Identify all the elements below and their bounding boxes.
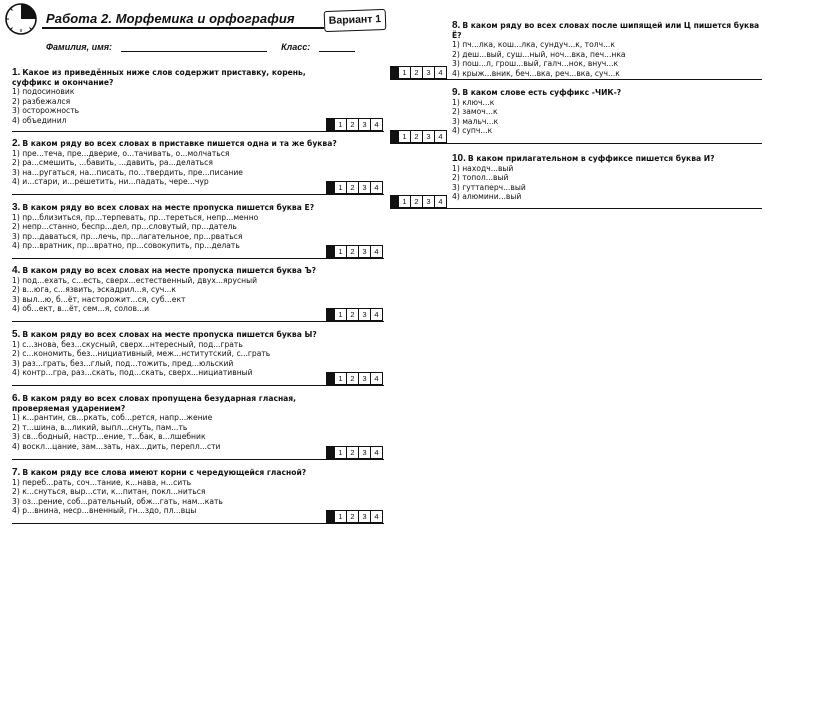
answer-box-2[interactable]: 2	[347, 447, 359, 458]
answer-option: 2) деш...вый, суш...ный, ноч...вка, печ...нка	[452, 49, 626, 59]
answer-option: 4) алюмини...вый	[452, 192, 522, 202]
answer-box-4[interactable]: 4	[374, 120, 379, 129]
answer-option: 3) пош...л, грош...вый, галч...нок, внуч...к	[452, 59, 619, 69]
question-2	[12, 139, 342, 187]
answer-box-2[interactable]: 2	[411, 131, 423, 142]
answer-boxes	[326, 446, 383, 459]
answer-box-2[interactable]: 2	[347, 309, 359, 320]
answer-box-2[interactable]: 2	[347, 246, 359, 257]
question-7	[12, 468, 342, 516]
question-number: 1.	[12, 67, 21, 78]
question-number: 6.	[12, 393, 21, 404]
question-number: 2.	[12, 138, 21, 149]
answer-option: 2) непр...станно, беспр...дел, пр...словутый, пр...датель	[12, 222, 237, 232]
answer-option: 3) гуттаперч...вый	[452, 182, 526, 192]
question-3	[12, 203, 342, 251]
class-field[interactable]	[319, 42, 355, 52]
title-underline	[42, 27, 324, 29]
section-divider	[12, 194, 384, 195]
answer-box-3[interactable]: 3	[423, 131, 435, 142]
answer-box-4[interactable]: 4	[374, 247, 379, 256]
question-8	[452, 21, 770, 79]
section-divider	[12, 459, 384, 460]
section-divider	[390, 143, 762, 144]
question-text: В каком слове есть суффикс -ЧИК-?	[462, 88, 622, 97]
question-text: В каком ряду во всех словах на месте пропуска пишется буква Ъ?	[22, 266, 317, 275]
answer-box-3[interactable]: 3	[359, 309, 371, 320]
question-text: В каком ряду во всех словах на месте пропуска пишется буква Е?	[22, 203, 315, 212]
answer-box-2[interactable]: 2	[411, 67, 423, 78]
answer-box-4[interactable]: 4	[374, 374, 379, 383]
answer-option: 1) находч...вый	[452, 163, 514, 173]
answer-option: 1) ключ...к	[452, 97, 495, 107]
question-text: В каком прилагательном в суффиксе пишется буква И?	[467, 154, 715, 163]
answer-box-1[interactable]: 1	[335, 119, 347, 130]
question-number: 4.	[12, 265, 21, 276]
answer-option: 4) воскл...цание, зам...зать, нах...дить, перепл...сти	[12, 441, 221, 451]
answer-option: 1) под...ехать, с...есть, сверх...естественный, двух...ярусный	[12, 275, 258, 285]
student-info-row	[46, 42, 355, 52]
question-number: 7.	[12, 467, 21, 478]
answer-option: 2) к...снуться, выр...сти, к...питан, покл...ниться	[12, 487, 206, 497]
answer-option: 1) с...знова, без...скусный, сверх...нтересный, под...грать	[12, 339, 243, 349]
answer-option: 3) св...бодный, настр...ение, т...бак, в...лшебник	[12, 432, 206, 442]
section-divider	[12, 131, 384, 132]
answer-boxes	[326, 118, 383, 131]
answer-option: 3) пр...даваться, пр...лечь, пр...лагательное, пр...рваться	[12, 231, 243, 241]
answer-box-1[interactable]: 1	[335, 511, 347, 522]
class-label: Класс:	[281, 42, 311, 52]
question-number: 8.	[452, 20, 461, 31]
answer-option: 4) крыж...вник, беч...вка, реч...вка, суч...к	[452, 68, 620, 78]
answer-box-1[interactable]: 1	[335, 373, 347, 384]
answer-option: 3) выл...ю, б...ёт, насторожит...ся, суб...ект	[12, 294, 186, 304]
section-divider	[12, 321, 384, 322]
question-text: В каком ряду во всех словах на месте пропуска пишется буква Ы?	[22, 330, 317, 339]
answer-box-1[interactable]: 1	[335, 309, 347, 320]
question-1	[12, 68, 324, 126]
answer-box-3[interactable]: 3	[423, 67, 435, 78]
question-9	[452, 88, 762, 136]
answer-option: 4) и...стари, и...решетить, ни...падать, чере...чур	[12, 177, 209, 187]
section-divider	[390, 208, 762, 209]
answer-option: 2) т...шина, в...ликий, выпл...снуть, пам...ть	[12, 422, 188, 432]
question-text: В каком ряду все слова имеют корни с чередующейся гласной?	[22, 468, 307, 477]
answer-box-4[interactable]: 4	[374, 310, 379, 319]
question-10	[452, 154, 762, 202]
question-number: 5.	[12, 329, 21, 340]
section-divider	[390, 79, 762, 80]
question-number: 10.	[452, 153, 466, 164]
section-divider	[12, 385, 384, 386]
section-divider	[12, 523, 384, 524]
answer-box-3[interactable]: 3	[359, 511, 371, 522]
answer-box-3[interactable]: 3	[359, 447, 371, 458]
answer-option: 3) осторожность	[12, 106, 80, 116]
answer-box-4[interactable]: 4	[374, 448, 379, 457]
answer-box-1[interactable]: 1	[399, 67, 411, 78]
question-6	[12, 394, 322, 452]
answer-boxes	[390, 130, 447, 143]
answer-box-4[interactable]: 4	[374, 512, 379, 521]
answer-box-1[interactable]: 1	[399, 131, 411, 142]
answer-box-2[interactable]: 2	[411, 196, 423, 207]
answer-box-4[interactable]: 4	[374, 183, 379, 192]
answer-option: 1) к...рантин, св...ркать, соб...рется, напр...жение	[12, 413, 213, 423]
answer-option: 4) объединил	[12, 115, 67, 125]
answer-option: 4) контр...гра, раз...скать, под...скать, сверх...нициативный	[12, 368, 253, 378]
question-text: В каком ряду во всех словах пропущена безударная гласная, проверяемая ударением?	[12, 394, 297, 413]
answer-option: 4) супч...к	[452, 126, 493, 136]
answer-option: 1) пч...лка, кош...лка, сундуч...к, толч...к	[452, 40, 615, 50]
answer-box-2[interactable]: 2	[347, 182, 359, 193]
answer-option: 2) с...кономить, без...нициативный, меж...нститутский, с...грать	[12, 349, 271, 359]
answer-box-1[interactable]: 1	[399, 196, 411, 207]
answer-option: 2) разбежался	[12, 96, 71, 106]
answer-option: 1) переб...рать, соч...тание, к...нава, н...сить	[12, 477, 192, 487]
answer-boxes	[326, 245, 383, 258]
answer-boxes	[326, 510, 383, 523]
answer-option: 1) подосиновик	[12, 87, 75, 97]
answer-option: 3) мальч...к	[452, 116, 499, 126]
answer-option: 2) топол...вый	[452, 173, 509, 183]
answer-box-3[interactable]: 3	[359, 246, 371, 257]
answer-box-2[interactable]: 2	[347, 373, 359, 384]
answer-box-4[interactable]: 4	[438, 197, 443, 206]
surname-field[interactable]	[121, 42, 267, 52]
question-text: В каком ряду во всех словах в приставке пишется одна и та же буква?	[22, 139, 337, 148]
answer-boxes	[326, 181, 383, 194]
question-number: 3.	[12, 202, 21, 213]
surname-label: Фамилия, имя:	[46, 42, 113, 52]
answer-boxes	[390, 66, 447, 79]
answer-option: 3) раз...грать, без...глый, под...тожить, пред...юльский	[12, 358, 234, 368]
answer-option: 2) ра...смешить, ...бавить, ...давить, ра...делаться	[12, 158, 213, 168]
answer-option: 1) пр...близиться, пр...терпевать, пр...тереться, непр...менно	[12, 212, 259, 222]
question-4	[12, 266, 342, 314]
answer-box-3[interactable]: 3	[359, 182, 371, 193]
answer-box-2[interactable]: 2	[347, 511, 359, 522]
question-text: Какое из приведённых ниже слов содержит приставку, корень, суффикс и окончание?	[12, 68, 306, 87]
answer-box-3[interactable]: 3	[423, 196, 435, 207]
answer-boxes	[390, 195, 447, 208]
answer-box-1[interactable]: 1	[335, 246, 347, 257]
section-divider	[12, 258, 384, 259]
answer-boxes	[326, 372, 383, 385]
answer-box-2[interactable]: 2	[347, 119, 359, 130]
answer-option: 4) р...внина, неср...вненный, гн...здо, пл...вцы	[12, 506, 197, 516]
answer-box-3[interactable]: 3	[359, 119, 371, 130]
answer-option: 3) на...ругаться, на...писать, по...твердить, пре...писание	[12, 167, 243, 177]
answer-box-4[interactable]: 4	[438, 68, 443, 77]
answer-box-1[interactable]: 1	[335, 182, 347, 193]
answer-option: 1) пре...теча, пре...дверие, о...тачивать, о...молчаться	[12, 148, 230, 158]
clock-icon	[4, 2, 38, 36]
answer-option: 2) в...юга, с...язвить, эскадрил...я, суч...к	[12, 285, 177, 295]
variant-badge: Вариант 1	[324, 9, 387, 32]
answer-box-1[interactable]: 1	[335, 447, 347, 458]
answer-box-4[interactable]: 4	[438, 132, 443, 141]
question-number: 9.	[452, 87, 461, 98]
answer-option: 4) пр...вратник, пр...вратно, пр...совокупить, пр...делать	[12, 241, 240, 251]
answer-boxes	[326, 308, 383, 321]
answer-option: 4) об...ект, в...ёт, сем...я, солов...и	[12, 304, 150, 314]
answer-option: 3) оз...рение, соб...рательный, обж...гать, нам...кать	[12, 496, 223, 506]
worksheet-title: Работа 2. Морфемика и орфография	[46, 11, 295, 26]
question-text: В каком ряду во всех словах после шипящей или Ц пишется буква Ё?	[452, 21, 760, 40]
question-5	[12, 330, 342, 378]
answer-option: 2) замоч...к	[452, 107, 498, 117]
answer-box-3[interactable]: 3	[359, 373, 371, 384]
